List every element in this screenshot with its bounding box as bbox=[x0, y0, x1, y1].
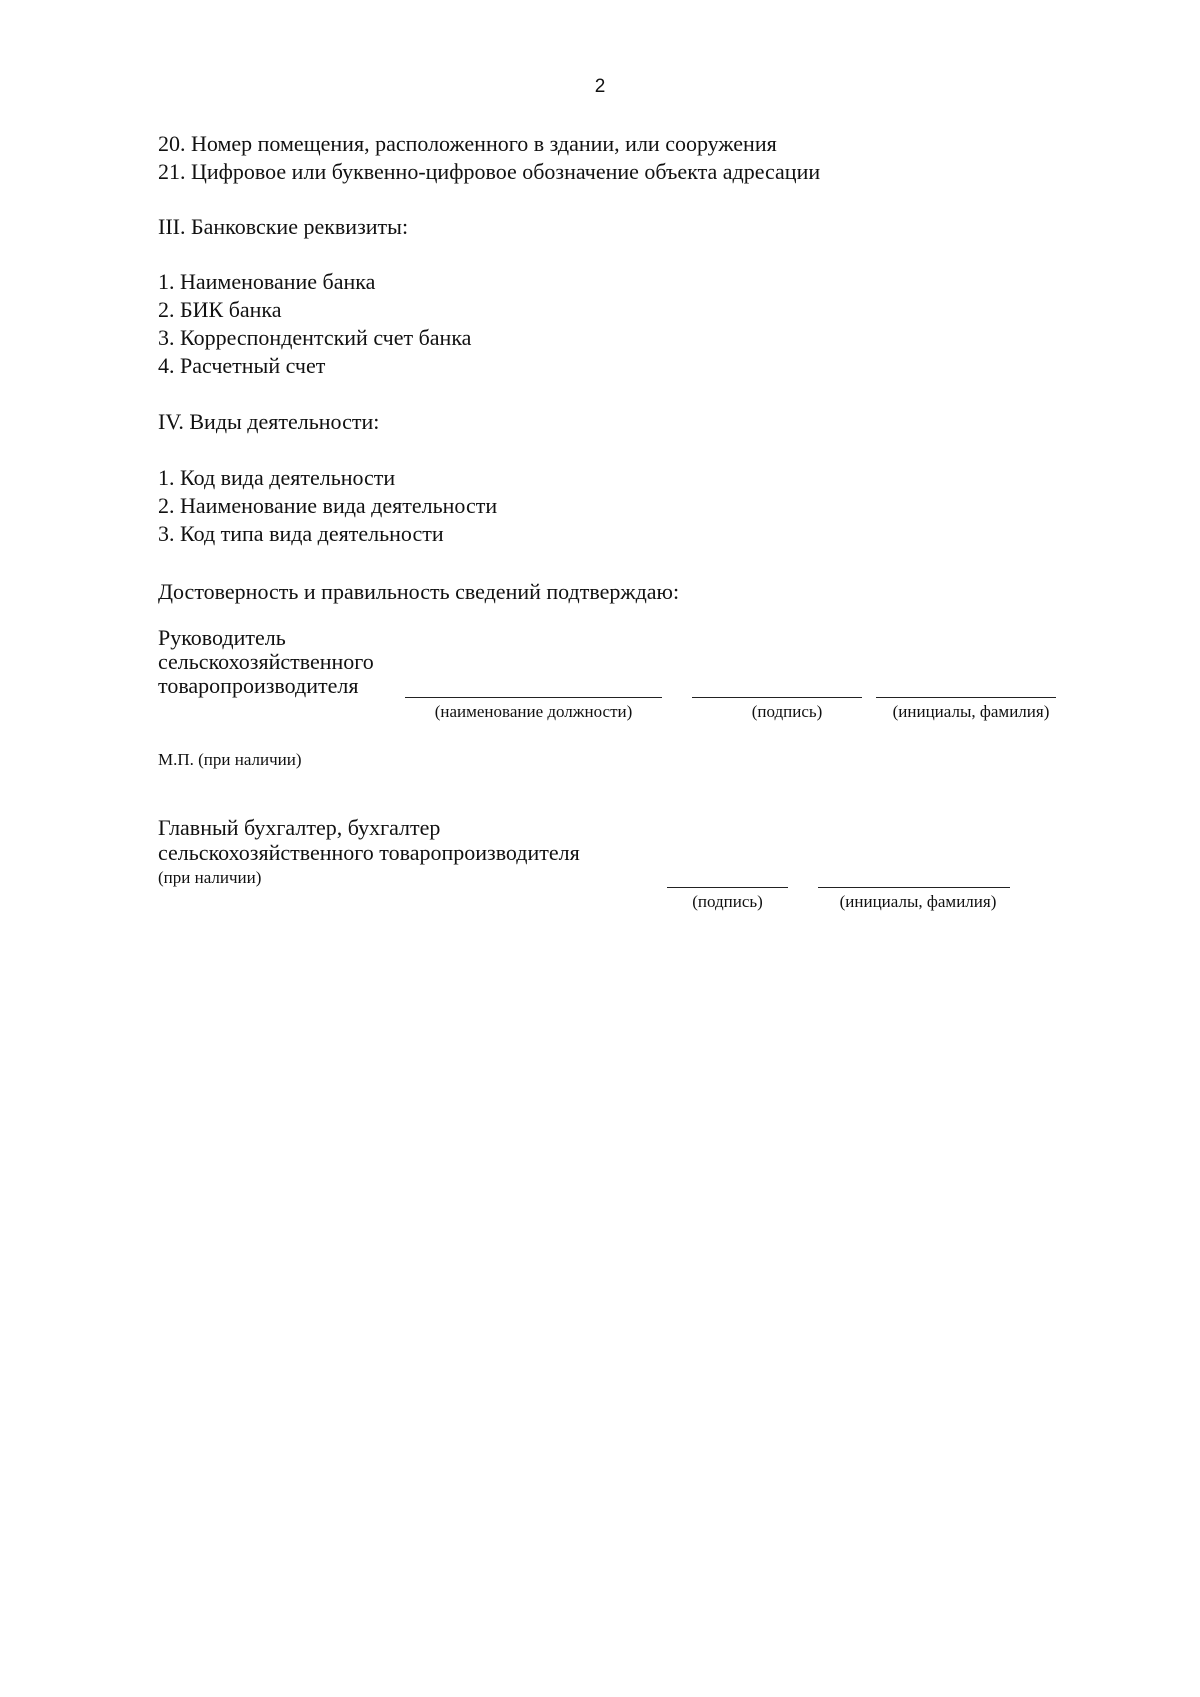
accountant-note: (при наличии) bbox=[158, 868, 262, 887]
activity-item: 2. Наименование вида деятельности bbox=[158, 493, 498, 518]
bank-item: 4. Расчетный счет bbox=[158, 353, 326, 378]
bank-item: 1. Наименование банка bbox=[158, 269, 376, 294]
accountant-label-line: сельскохозяйственного товаропроизводителя bbox=[158, 840, 580, 865]
signature-line bbox=[692, 697, 862, 698]
name-caption: (инициалы, фамилия) bbox=[892, 702, 1050, 721]
head-label-line: сельскохозяйственного bbox=[158, 649, 374, 674]
activity-item: 3. Код типа вида деятельности bbox=[158, 521, 444, 546]
head-label-line: Руководитель bbox=[158, 625, 286, 650]
name-signature-line bbox=[876, 697, 1056, 698]
confirmation-text: Достоверность и правильность сведений подтверждаю: bbox=[158, 579, 680, 604]
bank-item: 3. Корреспондентский счет банка bbox=[158, 325, 472, 350]
accountant-signature-caption: (подпись) bbox=[692, 892, 763, 911]
accountant-name-caption: (инициалы, фамилия) bbox=[839, 892, 997, 911]
position-signature-line bbox=[405, 697, 662, 698]
address-item-21: 21. Цифровое или буквенно-цифровое обозначение объекта адресации bbox=[158, 159, 821, 184]
stamp-note: М.П. (при наличии) bbox=[158, 750, 302, 769]
activity-section-heading: IV. Виды деятельности: bbox=[158, 409, 380, 434]
head-label-line: товаропроизводителя bbox=[158, 673, 359, 698]
position-caption: (наименование должности) bbox=[434, 702, 633, 721]
address-item-20: 20. Номер помещения, расположенного в здании, или сооружения bbox=[158, 131, 777, 156]
bank-section-heading: III. Банковские реквизиты: bbox=[158, 214, 409, 239]
signature-caption: (подпись) bbox=[751, 702, 823, 721]
accountant-signature-line bbox=[667, 887, 788, 888]
activity-item: 1. Код вида деятельности bbox=[158, 465, 396, 490]
bank-item: 2. БИК банка bbox=[158, 297, 282, 322]
accountant-label-line: Главный бухгалтер, бухгалтер bbox=[158, 815, 441, 840]
page-number: 2 bbox=[594, 76, 606, 97]
accountant-name-line bbox=[818, 887, 1010, 888]
